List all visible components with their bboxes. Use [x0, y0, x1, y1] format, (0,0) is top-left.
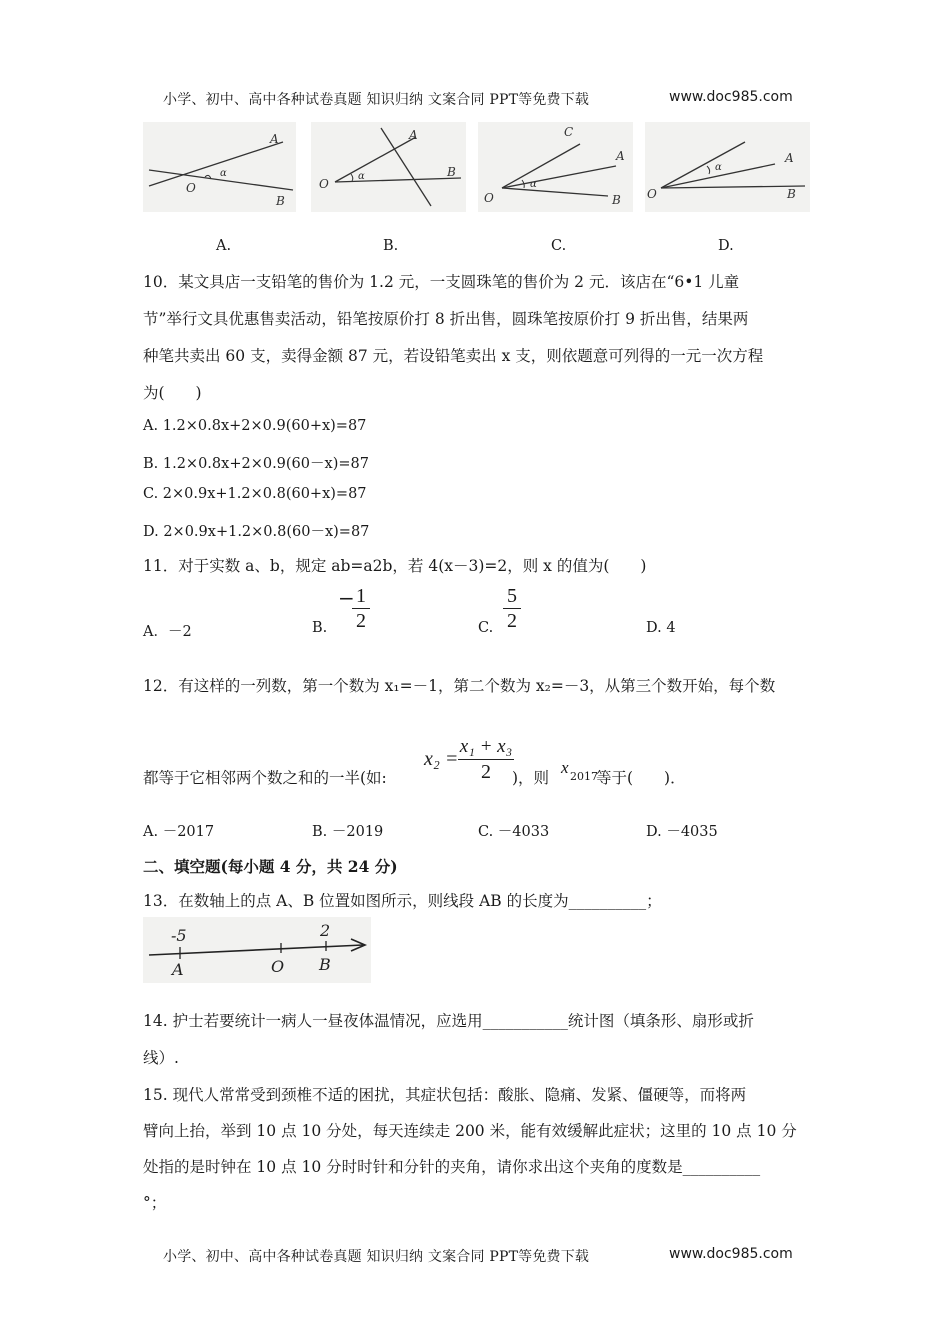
q12-option-b[interactable]: B. －2019	[312, 824, 384, 840]
q14-line-2: 线）.	[143, 1049, 179, 1067]
q9-option-c[interactable]: C.	[551, 238, 567, 254]
header-url[interactable]: www.doc985.com	[669, 89, 793, 105]
label-a: A	[270, 132, 279, 146]
q10-option-a[interactable]: A. 1.2×0.8x+2×0.9(60+x)=87	[143, 418, 367, 434]
q11-option-a[interactable]: A．－2	[143, 624, 192, 640]
label-b: B	[319, 955, 331, 974]
fraction-denominator: 2	[481, 761, 491, 783]
figure-option-a	[143, 122, 296, 212]
label-a: A	[785, 151, 794, 165]
q12-x-subscript: 2017	[570, 770, 598, 783]
q12-option-d[interactable]: D. －4035	[646, 824, 718, 840]
label-b: B	[787, 187, 796, 201]
fraction-numerator: 5	[507, 585, 517, 607]
q15-line-3: 处指的是时钟在 10 点 10 分时时针和分针的夹角，请你求出这个夹角的度数是__________	[143, 1158, 761, 1176]
q12-formula-lhs: x₂ =	[424, 748, 459, 770]
q10-line-1: 10．某文具店一支铅笔的售价为 1.2 元，一支圆珠笔的售价为 2 元．该店在“6•1 儿童	[143, 273, 740, 291]
page-header	[163, 89, 589, 109]
label-a: A	[172, 960, 184, 979]
fraction-bar	[458, 759, 514, 760]
header-text: 小学、初中、高中各种试卷真题 知识归纳 文案合同 PPT等免费下载	[163, 92, 590, 108]
q11-option-d[interactable]: D. 4	[646, 620, 676, 636]
q9-option-a[interactable]: A.	[216, 238, 232, 254]
q10-option-d[interactable]: D. 2×0.9x+1.2×0.8(60－x)=87	[143, 524, 370, 540]
q15-line-4: °；	[143, 1194, 167, 1212]
label-alpha: α	[220, 168, 227, 179]
fraction-denominator: 2	[356, 610, 366, 632]
q9-option-b[interactable]: B.	[383, 238, 399, 254]
q10-option-b[interactable]: B. 1.2×0.8x+2×0.9(60－x)=87	[143, 456, 369, 472]
number-line	[143, 917, 371, 983]
label-o: O	[647, 187, 657, 201]
q12-option-a[interactable]: A. －2017	[143, 824, 215, 840]
label-minus-5: -5	[171, 926, 187, 945]
figure-option-b	[311, 122, 466, 212]
q11-option-c-fraction	[503, 585, 521, 632]
q10-option-c[interactable]: C. 2×0.9x+1.2×0.8(60+x)=87	[143, 486, 367, 502]
fraction-bar	[503, 608, 521, 609]
figure-option-c	[478, 122, 633, 212]
label-o: O	[319, 177, 329, 191]
q9-option-d[interactable]: D.	[718, 238, 734, 254]
q15-line-1: 15. 现代人常常受到颈椎不适的困扰，其症状包括：酸胀、隐痛、发紧、僵硬等，而将两	[143, 1086, 747, 1104]
fraction-numerator: x₁ + x₃	[459, 736, 513, 757]
q12-line-2-post: 等于( )．	[596, 769, 686, 787]
section-title: 二、填空题(每小题 4 分，共 24 分)	[143, 857, 398, 876]
q11-option-b[interactable]: B.	[312, 620, 328, 636]
q12-x-var: x	[561, 758, 569, 777]
q12-stem: 12．有这样的一列数，第一个数为 x₁=－1，第二个数为 x₂=－3，从第三个数开始，每个数	[143, 677, 776, 695]
q12-option-c[interactable]: C. －4033	[478, 824, 550, 840]
label-o: O	[484, 191, 494, 205]
q12-line-2-mid: )，则	[512, 769, 550, 787]
q11-option-c[interactable]: C.	[478, 620, 494, 636]
footer-url[interactable]: www.doc985.com	[669, 1246, 793, 1262]
q10-line-2: 节”举行文具优惠售卖活动，铅笔按原价打 8 折出售，圆珠笔按原价打 9 折出售，结果两	[143, 310, 749, 328]
label-b: B	[612, 193, 621, 207]
label-b: B	[276, 194, 285, 208]
q12-formula-fraction	[458, 736, 514, 783]
label-b: B	[447, 165, 456, 179]
q12-line-2-pre: 都等于它相邻两个数之和的一半(如:	[143, 769, 387, 787]
footer-text: 小学、初中、高中各种试卷真题 知识归纳 文案合同 PPT等免费下载	[163, 1249, 590, 1265]
q11-option-b-fraction	[352, 585, 370, 632]
label-c: C	[564, 125, 574, 139]
angle-diagram-c	[478, 122, 633, 212]
q11-stem: 11．对于实数 a、b，规定 ab=a2b，若 4(x－3)=2，则 x 的值为( )	[143, 557, 647, 575]
q15-line-2: 臂向上抬，举到 10 点 10 分处，每天连续走 200 米，能有效缓解此症状；这里的 10 点 10 分	[143, 1122, 797, 1140]
fraction-bar	[352, 608, 370, 609]
fraction-numerator: 1	[356, 585, 366, 607]
label-a: A	[409, 128, 418, 142]
angle-diagram-b	[311, 122, 466, 212]
label-alpha: α	[530, 179, 537, 190]
label-o: O	[271, 957, 285, 976]
label-alpha: α	[358, 171, 365, 182]
angle-diagram-a	[143, 122, 296, 212]
angle-diagram-d	[645, 122, 810, 212]
q10-line-4: 为( )	[143, 384, 202, 402]
q14-line-1: 14. 护士若要统计一病人一昼夜体温情况，应选用___________统计图（填条形、扇形或折	[143, 1012, 754, 1030]
q13-number-line-figure	[143, 917, 371, 983]
label-o: O	[186, 181, 196, 195]
q10-line-3: 种笔共卖出 60 支，卖得金额 87 元，若设铅笔卖出 x 支，则依题意可列得的一元一次方程	[143, 347, 764, 365]
page-footer	[163, 1246, 589, 1266]
fraction-denominator: 2	[507, 610, 517, 632]
figure-option-d	[645, 122, 810, 212]
q13-stem: 13．在数轴上的点 A、B 位置如图所示，则线段 AB 的长度为__________；	[143, 892, 662, 910]
q11-option-b-minus: −	[338, 586, 355, 610]
label-2: 2	[320, 921, 331, 940]
label-alpha: α	[715, 162, 722, 173]
label-a: A	[616, 149, 625, 163]
